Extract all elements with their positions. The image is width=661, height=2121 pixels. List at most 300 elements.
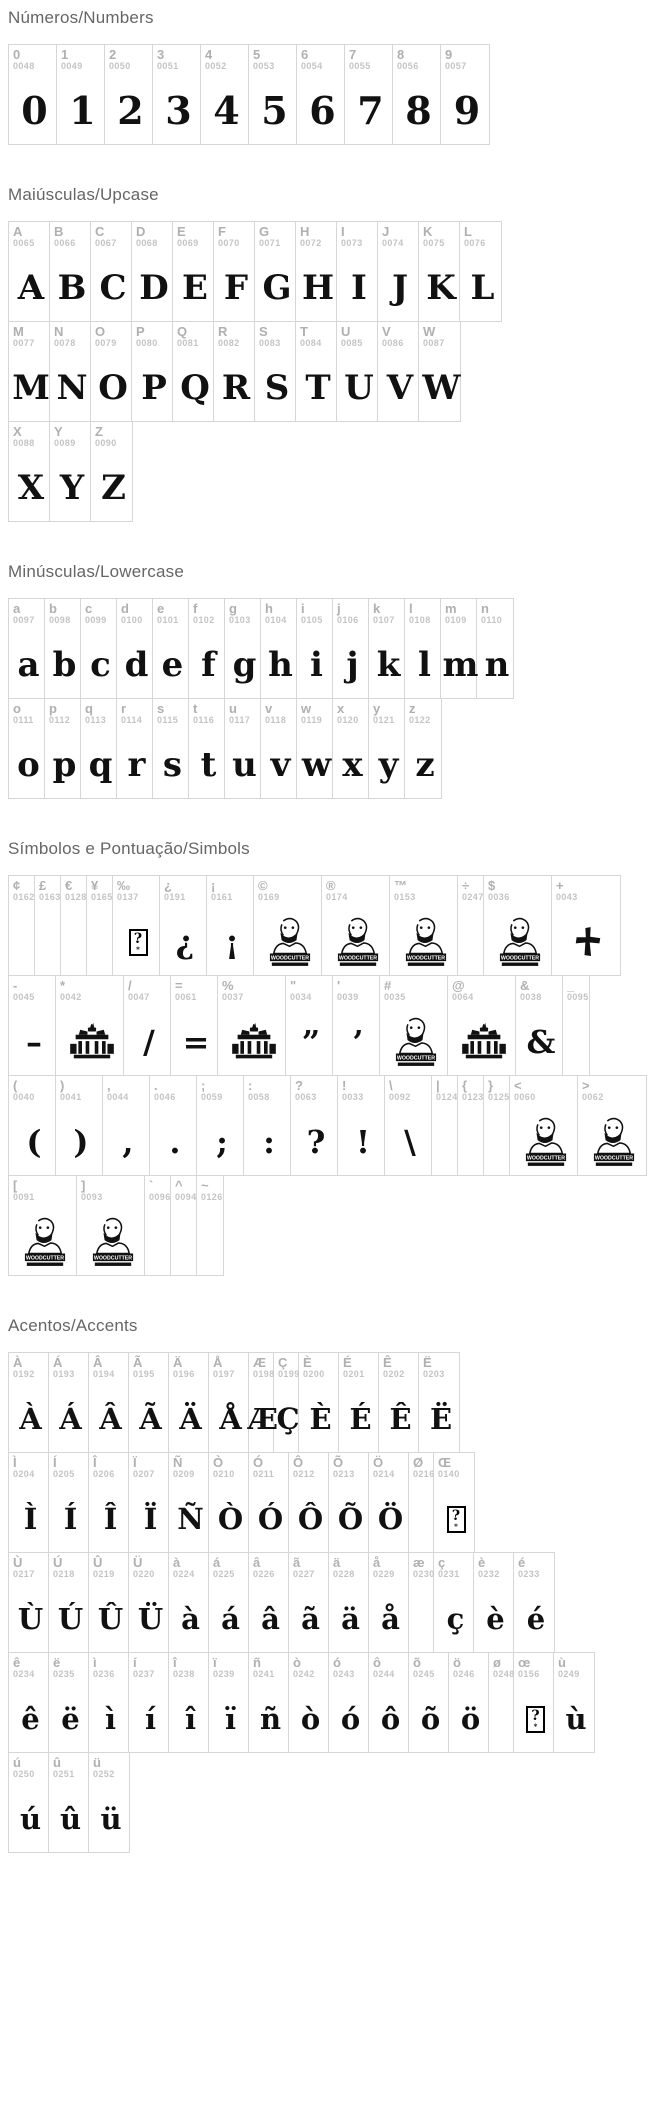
cell-character: â	[253, 1555, 261, 1570]
cell-label	[149, 1179, 170, 1209]
cell-charcode: 0087	[423, 338, 445, 349]
glyph-cell	[9, 222, 50, 321]
glyph-preview: W	[422, 368, 461, 408]
glyph-cell	[9, 422, 50, 521]
cell-label	[201, 1179, 223, 1209]
cell-label	[60, 979, 123, 1009]
glyph-preview: Ô	[297, 1501, 324, 1536]
glyph-row	[8, 1175, 224, 1276]
cell-label	[341, 225, 377, 255]
cell-charcode: 0118	[265, 715, 287, 726]
glyph-preview	[413, 1586, 433, 1646]
cell-charcode: 0056	[397, 61, 419, 72]
glyph-preview: Å	[219, 1401, 242, 1436]
glyph-cell	[296, 222, 337, 321]
glyph-cell	[434, 1553, 474, 1652]
cell-character: ^	[175, 1178, 183, 1193]
glyph-row	[8, 221, 502, 322]
glyph-preview: 1	[69, 88, 96, 133]
charmap	[8, 8, 653, 1853]
glyph-preview: t	[200, 745, 217, 785]
cell-character: Ñ	[173, 1455, 183, 1470]
cell-charcode: 0094	[175, 1192, 197, 1203]
cell-character: &	[520, 978, 530, 993]
cell-charcode: 0128	[65, 892, 87, 903]
glyph-cell	[49, 1653, 89, 1752]
glyph-cell	[484, 876, 552, 975]
cell-charcode: 0062	[582, 1092, 604, 1103]
glyph-preview: K	[426, 268, 456, 308]
glyph-cell	[132, 322, 173, 421]
cell-label	[85, 602, 116, 632]
cell-charcode: 0072	[300, 238, 322, 249]
cell-label	[423, 225, 459, 255]
cell-charcode: 0058	[248, 1092, 270, 1103]
cell-character: T	[300, 324, 308, 339]
glyph-preview	[462, 1109, 483, 1169]
glyph-cell	[274, 1353, 299, 1452]
woodcutter-logo-image	[336, 917, 380, 967]
glyph-preview: Ó	[257, 1501, 284, 1536]
cell-character: w	[301, 701, 312, 716]
cell-charcode: 0238	[173, 1669, 195, 1680]
cell-character: 3	[157, 47, 165, 62]
cell-label	[253, 1456, 288, 1486]
glyph-cell	[129, 1553, 169, 1652]
glyph-preview: é	[526, 1601, 546, 1636]
glyph-cell	[9, 1653, 49, 1752]
glyph-preview: Ç	[276, 1401, 300, 1436]
glyph-cell	[333, 599, 369, 698]
glyph-preview: X	[17, 468, 45, 508]
cell-label	[293, 1556, 328, 1586]
cell-label	[177, 325, 213, 355]
cell-label	[13, 1556, 48, 1586]
cell-charcode: 0044	[107, 1092, 129, 1103]
cell-character: è	[478, 1555, 486, 1570]
cell-label	[218, 325, 254, 355]
cell-charcode: 0216	[413, 1469, 435, 1480]
glyph-cell	[419, 222, 460, 321]
glyph-cell	[91, 222, 132, 321]
glyph-preview: À	[19, 1401, 42, 1436]
cell-label	[13, 1456, 48, 1486]
cell-label	[253, 1356, 273, 1386]
glyph-cell	[153, 699, 189, 798]
glyph-cell	[173, 322, 214, 421]
glyph-cell	[289, 1553, 329, 1652]
cell-character: ®	[326, 878, 336, 893]
glyph-cell	[50, 222, 91, 321]
glyph-cell	[91, 422, 132, 521]
cell-label	[193, 702, 224, 732]
cell-charcode: 0063	[295, 1092, 317, 1103]
cell-charcode: 0122	[409, 715, 431, 726]
section-numbers	[8, 8, 653, 145]
cell-charcode: 0200	[303, 1369, 325, 1380]
glyph-preview: C	[99, 268, 127, 308]
cell-charcode: 0067	[95, 238, 117, 249]
glyph-row	[8, 421, 133, 522]
cell-character: £	[39, 878, 47, 893]
glyph-cell	[45, 699, 81, 798]
cell-charcode: 0106	[337, 615, 359, 626]
glyph-cell	[249, 45, 297, 144]
cell-label	[333, 1556, 368, 1586]
glyph-cell	[419, 1353, 459, 1452]
cell-label	[518, 1656, 553, 1686]
cell-charcode: 0227	[293, 1569, 315, 1580]
cell-character: 6	[301, 47, 309, 62]
cell-charcode: 0102	[193, 615, 215, 626]
glyph-preview: L	[470, 268, 495, 308]
glyph-preview: ,	[122, 1123, 134, 1161]
cell-character: æ	[413, 1555, 425, 1570]
glyph-row	[8, 321, 461, 422]
cell-charcode: 0192	[13, 1369, 35, 1380]
cell-label	[222, 979, 285, 1009]
cell-label	[13, 1756, 48, 1786]
cell-charcode: 0038	[520, 992, 542, 1003]
cell-character: 4	[205, 47, 213, 62]
cell-character: Ç	[278, 1355, 288, 1370]
cell-label	[373, 602, 404, 632]
cell-charcode: 0140	[438, 1469, 460, 1480]
cell-label	[133, 1456, 168, 1486]
cell-label	[173, 1656, 208, 1686]
glyph-preview: b	[52, 645, 77, 685]
glyph-preview: :	[263, 1123, 275, 1161]
cell-character: F	[218, 224, 226, 239]
glyph-row	[8, 1652, 595, 1753]
cell-label	[373, 702, 404, 732]
cell-character: 1	[61, 47, 69, 62]
cell-character: ï	[213, 1655, 217, 1670]
cell-label	[53, 1356, 88, 1386]
cell-charcode: 0104	[265, 615, 287, 626]
cell-charcode: 0085	[341, 338, 363, 349]
glyph-preview: V	[386, 368, 414, 408]
glyph-preview: o	[17, 745, 40, 785]
glyph-preview	[514, 1109, 577, 1169]
glyph-cell	[160, 876, 207, 975]
cell-charcode: 0100	[121, 615, 143, 626]
cell-charcode: 0052	[205, 61, 227, 72]
glyph-cell	[338, 1076, 385, 1175]
cell-charcode: 0210	[213, 1469, 235, 1480]
section-uppercase	[8, 185, 653, 522]
cell-label	[394, 879, 457, 909]
glyph-preview: Ù	[17, 1601, 44, 1636]
glyph-preview: z	[415, 745, 435, 785]
glyph-cell	[484, 1076, 510, 1175]
cell-charcode: 0204	[13, 1469, 35, 1480]
glyph-preview: !	[355, 1123, 371, 1161]
woodcutter-logo-image	[394, 1017, 438, 1067]
cell-charcode: 0235	[53, 1669, 75, 1680]
cell-character: l	[409, 601, 413, 616]
cell-character: Y	[54, 424, 63, 439]
cell-character: Ä	[173, 1355, 183, 1370]
cell-character: v	[265, 701, 273, 716]
glyph-preview	[567, 1009, 589, 1069]
cell-label	[173, 1356, 208, 1386]
cell-charcode: 0156	[518, 1669, 540, 1680]
cell-charcode: 0033	[342, 1092, 364, 1103]
cell-label	[121, 702, 152, 732]
cell-charcode: 0230	[413, 1569, 435, 1580]
glyph-cell	[369, 699, 405, 798]
cell-character: ì	[93, 1655, 97, 1670]
section-title-symbols: Símbolos e Pontuação/Simbols	[8, 839, 250, 858]
cell-character: ä	[333, 1555, 341, 1570]
glyph-preview: /	[143, 1023, 155, 1061]
cell-label	[117, 879, 159, 909]
cell-character: 2	[109, 47, 117, 62]
cell-charcode: 0213	[333, 1469, 355, 1480]
glyph-preview	[149, 1209, 170, 1269]
cell-character: D	[136, 224, 146, 239]
glyph-cell	[337, 222, 378, 321]
cell-charcode: 0205	[53, 1469, 75, 1480]
cell-label	[373, 1456, 408, 1486]
glyph-preview: E	[182, 268, 208, 308]
cell-charcode: 0065	[13, 238, 35, 249]
cell-character: ‰	[117, 878, 130, 893]
cell-character: <	[514, 1078, 522, 1093]
glyph-cell	[369, 1453, 409, 1552]
monument-gate-image	[461, 1022, 507, 1062]
glyph-cell	[554, 1653, 594, 1752]
glyph-preview: =	[182, 1023, 210, 1061]
glyph-preview: ë	[61, 1701, 80, 1736]
cell-character: Ö	[373, 1455, 384, 1470]
section-accents	[8, 1316, 653, 1853]
cell-label	[397, 48, 440, 78]
cell-charcode: 0236	[93, 1669, 115, 1680]
glyph-cell	[249, 1553, 289, 1652]
glyph-preview	[91, 909, 112, 969]
cell-charcode: 0242	[293, 1669, 315, 1680]
cell-label	[211, 879, 253, 909]
cell-character: p	[49, 701, 57, 716]
cell-charcode: 0059	[201, 1092, 223, 1103]
cell-character: %	[222, 978, 234, 993]
cell-label	[229, 702, 260, 732]
cell-character: Ó	[253, 1455, 264, 1470]
cell-label	[413, 1656, 448, 1686]
glyph-preview	[394, 909, 457, 969]
glyph-preview	[326, 909, 389, 969]
cell-character: e	[157, 601, 165, 616]
cell-charcode: 0096	[149, 1192, 171, 1203]
cell-label	[85, 702, 116, 732]
cell-label	[341, 325, 377, 355]
glyph-preview	[452, 1009, 515, 1069]
cell-charcode: 0034	[290, 992, 312, 1003]
cell-label	[567, 979, 589, 1009]
cell-charcode: 0124	[436, 1092, 458, 1103]
cell-character: z	[409, 701, 416, 716]
glyph-cell	[297, 45, 345, 144]
glyph-cell	[390, 876, 458, 975]
cell-label	[452, 979, 515, 1009]
glyph-cell	[516, 976, 563, 1075]
glyph-cell	[124, 976, 171, 1075]
glyph-preview	[65, 909, 86, 969]
cell-label	[301, 602, 332, 632]
cell-character: Û	[93, 1555, 103, 1570]
glyph-cell	[369, 1653, 409, 1752]
cell-character: P	[136, 324, 145, 339]
cell-charcode: 0224	[173, 1569, 195, 1580]
cell-character: d	[121, 601, 129, 616]
cell-character: ò	[293, 1655, 301, 1670]
section-lowercase	[8, 562, 653, 799]
cell-charcode: 0097	[13, 615, 35, 626]
cell-character: +	[556, 878, 564, 893]
cell-character: 8	[397, 47, 405, 62]
cell-label	[301, 48, 344, 78]
glyph-preview: J	[391, 268, 409, 308]
glyph-preview: ä	[341, 1601, 360, 1636]
cell-character: ø	[493, 1655, 501, 1670]
cell-charcode: 0070	[218, 238, 240, 249]
glyph-cell	[329, 1553, 369, 1652]
glyph-rows	[8, 598, 653, 799]
glyph-cell	[329, 1653, 369, 1752]
cell-character: R	[218, 324, 228, 339]
glyph-cell	[77, 1176, 145, 1275]
cell-character: @	[452, 978, 465, 993]
cell-charcode: 0193	[53, 1369, 75, 1380]
glyph-cell	[207, 876, 254, 975]
glyph-cell	[218, 976, 286, 1075]
cell-label	[213, 1356, 248, 1386]
cell-charcode: 0237	[133, 1669, 155, 1680]
glyph-cell	[9, 1353, 49, 1452]
cell-charcode: 0252	[93, 1769, 115, 1780]
cell-charcode: 0126	[201, 1192, 223, 1203]
glyph-preview	[436, 1109, 457, 1169]
glyph-preview: ê	[21, 1701, 40, 1736]
cell-character: é	[518, 1555, 526, 1570]
cell-charcode: 0064	[452, 992, 474, 1003]
cell-charcode: 0250	[13, 1769, 35, 1780]
cell-charcode: 0057	[445, 61, 467, 72]
cell-charcode: 0036	[488, 892, 510, 903]
cell-label	[136, 325, 172, 355]
cell-charcode: 0042	[60, 992, 82, 1003]
cell-label	[337, 602, 368, 632]
cell-label	[293, 1456, 328, 1486]
glyph-cell	[9, 876, 35, 975]
cell-charcode: 0080	[136, 338, 158, 349]
cell-label	[95, 225, 131, 255]
glyph-preview	[438, 1486, 474, 1546]
glyph-cell	[189, 699, 225, 798]
cell-label	[342, 1079, 384, 1109]
glyph-cell	[129, 1653, 169, 1752]
glyph-preview: ï	[224, 1701, 237, 1736]
glyph-preview: ?	[306, 1123, 326, 1161]
cell-charcode: 0212	[293, 1469, 315, 1480]
cell-character: f	[193, 601, 198, 616]
glyph-cell	[153, 45, 201, 144]
woodcutter-logo-image	[592, 1117, 636, 1167]
glyph-preview: Ì	[23, 1501, 38, 1536]
cell-character: Z	[95, 424, 103, 439]
cell-charcode: 0076	[464, 238, 486, 249]
woodcutter-logo-image	[524, 1117, 568, 1167]
glyph-cell	[209, 1553, 249, 1652]
cell-label	[488, 879, 551, 909]
cell-character: 0	[13, 47, 21, 62]
cell-label	[201, 1079, 243, 1109]
glyph-preview	[175, 1209, 196, 1269]
cell-charcode: 0108	[409, 615, 431, 626]
glyph-preview: Ñ	[177, 1501, 204, 1536]
glyph-preview: 0	[21, 88, 48, 133]
cell-charcode: 0109	[445, 615, 467, 626]
cell-charcode: 0089	[54, 438, 76, 449]
cell-charcode: 0241	[253, 1669, 275, 1680]
glyph-cell	[369, 599, 405, 698]
cell-charcode: 0083	[259, 338, 281, 349]
cell-label	[453, 1656, 488, 1686]
cell-label	[13, 702, 44, 732]
glyph-preview	[39, 909, 60, 969]
cell-label	[136, 225, 172, 255]
cell-character: n	[481, 601, 489, 616]
cell-label	[93, 1656, 128, 1686]
glyph-preview	[13, 909, 34, 969]
glyph-cell	[289, 1453, 329, 1552]
glyph-cell	[49, 1353, 89, 1452]
glyph-preview: ú	[19, 1801, 42, 1836]
cell-label	[133, 1556, 168, 1586]
cell-charcode: 0035	[384, 992, 406, 1003]
glyph-cell	[9, 599, 45, 698]
cell-charcode: 0048	[13, 61, 35, 72]
cell-charcode: 0041	[60, 1092, 82, 1103]
glyph-cell	[214, 322, 255, 421]
cell-character: œ	[518, 1655, 531, 1670]
glyph-row	[8, 598, 514, 699]
cell-label	[290, 979, 332, 1009]
glyph-rows	[8, 44, 653, 145]
glyph-preview	[488, 909, 551, 969]
cell-character: ]	[81, 1178, 86, 1193]
cell-character: Ì	[13, 1455, 17, 1470]
glyph-cell	[129, 1453, 169, 1552]
cell-label	[13, 48, 56, 78]
cell-charcode: 0117	[229, 715, 251, 726]
cell-label	[265, 602, 296, 632]
cell-charcode: 0246	[453, 1669, 475, 1680]
cell-charcode: 0197	[213, 1369, 235, 1380]
glyph-cell	[173, 222, 214, 321]
cell-label	[93, 1756, 129, 1786]
cell-charcode: 0074	[382, 238, 404, 249]
cell-label	[259, 325, 295, 355]
glyph-preview: p	[52, 745, 77, 785]
glyph-cell	[297, 699, 333, 798]
cell-label	[61, 48, 104, 78]
cell-label	[13, 1179, 76, 1209]
glyph-preview: u	[232, 745, 257, 785]
section-title-accents: Acentos/Accents	[8, 1316, 138, 1335]
